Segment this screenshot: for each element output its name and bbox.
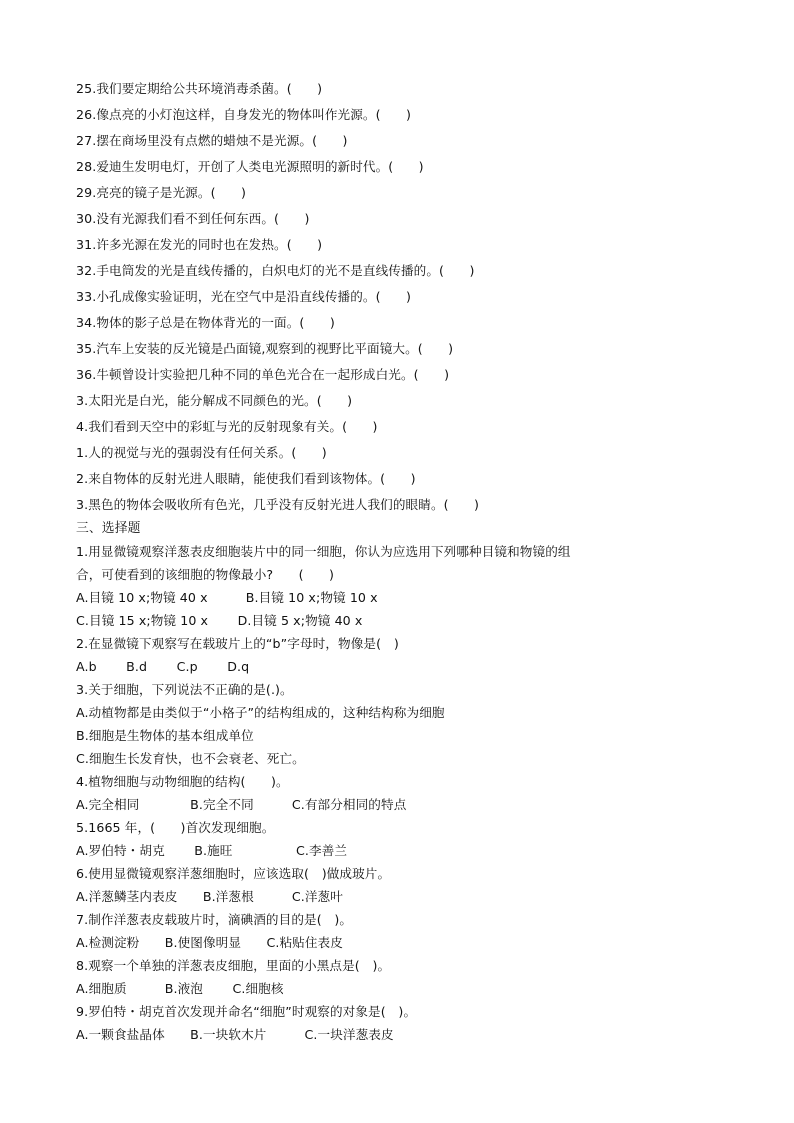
judgment-item-25: 25.我们要定期给公共环境消毒杀菌。( ) xyxy=(76,81,323,96)
judgment-item-35: 35.汽车上安装的反光镜是凸面镜,观察到的视野比平面镜大。( ) xyxy=(76,341,454,356)
question-2-options: A.b B.d C.p D.q xyxy=(76,659,250,674)
judgment-item-3a: 3.太阳光是白光，能分解成不同颜色的光。( ) xyxy=(76,393,353,408)
question-5: 5.1665 年，( )首次发现细胞。 xyxy=(76,820,275,835)
question-9: 9.罗伯特・胡克首次发现并命名“细胞”时观察的对象是( )。 xyxy=(76,1004,417,1019)
question-3-option-c: C.细胞生长发育快，也不会衰老、死亡。 xyxy=(76,751,305,766)
judgment-item-34: 34.物体的影子总是在物体背光的一面。( ) xyxy=(76,315,335,330)
question-4-options: A.完全相同 B.完全不同 C.有部分相同的特点 xyxy=(76,797,407,812)
judgment-item-33: 33.小孔成像实验证明，光在空气中是沿直线传播的。( ) xyxy=(76,289,412,304)
judgment-item-4: 4.我们看到天空中的彩虹与光的反射现象有关。( ) xyxy=(76,419,378,434)
question-8: 8.观察一个单独的洋葱表皮细胞，里面的小黑点是( )。 xyxy=(76,958,391,973)
question-1-line-2: 合，可使看到的该细胞的物像最小? ( ) xyxy=(76,567,334,582)
judgment-item-28: 28.爱迪生发明电灯，开创了人类电光源照明的新时代。( ) xyxy=(76,159,424,174)
judgment-item-32: 32.手电筒发的光是直线传播的，白炽电灯的光不是直线传播的。( ) xyxy=(76,263,475,278)
judgment-item-26: 26.像点亮的小灯泡这样，自身发光的物体叫作光源。( ) xyxy=(76,107,412,122)
question-7-options: A.检测淀粉 B.使图像明显 C.粘贴住表皮 xyxy=(76,935,343,950)
question-7: 7.制作洋葱表皮载玻片时，滴碘酒的目的是( )。 xyxy=(76,912,353,927)
judgment-item-1: 1.人的视觉与光的强弱没有任何关系。( ) xyxy=(76,445,327,460)
judgment-item-27: 27.摆在商场里没有点燃的蜡烛不是光源。( ) xyxy=(76,133,348,148)
question-5-options: A.罗伯特・胡克 B.施旺 C.李善兰 xyxy=(76,843,348,858)
judgment-item-3b: 3.黑色的物体会吸收所有色光，几乎没有反射光进人我们的眼睛。( ) xyxy=(76,497,480,512)
judgment-item-30: 30.没有光源我们看不到任何东西。( ) xyxy=(76,211,310,226)
question-3-option-a: A.动植物都是由类似于“小格子”的结构组成的，这种结构称为细胞 xyxy=(76,705,445,720)
question-8-options: A.细胞质 B.液泡 C.细胞核 xyxy=(76,981,284,996)
question-2: 2.在显微镜下观察写在载玻片上的“b”字母时，物像是( ) xyxy=(76,636,399,651)
question-1-line-1: 1.用显微镜观察洋葱表皮细胞装片中的同一细胞，你认为应选用下列哪种目镜和物镜的组 xyxy=(76,544,571,559)
question-3-option-b: B.细胞是生物体的基本组成单位 xyxy=(76,728,254,743)
judgment-item-2: 2.来自物体的反射光进人眼睛，能使我们看到该物体。( ) xyxy=(76,471,416,486)
question-1-options-a-b: A.目镜 10 x;物镜 40 x B.目镜 10 x;物镜 10 x xyxy=(76,590,378,605)
section-heading-choice: 三、选择题 xyxy=(76,521,141,536)
question-1-options-c-d: C.目镜 15 x;物镜 10 x D.目镜 5 x;物镜 40 x xyxy=(76,613,363,628)
question-6-options: A.洋葱鳞茎内表皮 B.洋葱根 C.洋葱叶 xyxy=(76,889,343,904)
judgment-item-29: 29.亮亮的镜子是光源。( ) xyxy=(76,185,246,200)
question-4: 4.植物细胞与动物细胞的结构( )。 xyxy=(76,774,289,789)
judgment-item-36: 36.牛顿曾设计实验把几种不同的单色光合在一起形成白光。( ) xyxy=(76,367,450,382)
question-3: 3.关于细胞，下列说法不正确的是(.)。 xyxy=(76,682,293,697)
judgment-item-31: 31.许多光源在发光的同时也在发热。( ) xyxy=(76,237,323,252)
question-6: 6.使用显微镜观察洋葱细胞时，应该选取( )做成玻片。 xyxy=(76,866,391,881)
question-9-options: A.一颗食盐晶体 B.一块软木片 C.一块洋葱表皮 xyxy=(76,1027,394,1042)
